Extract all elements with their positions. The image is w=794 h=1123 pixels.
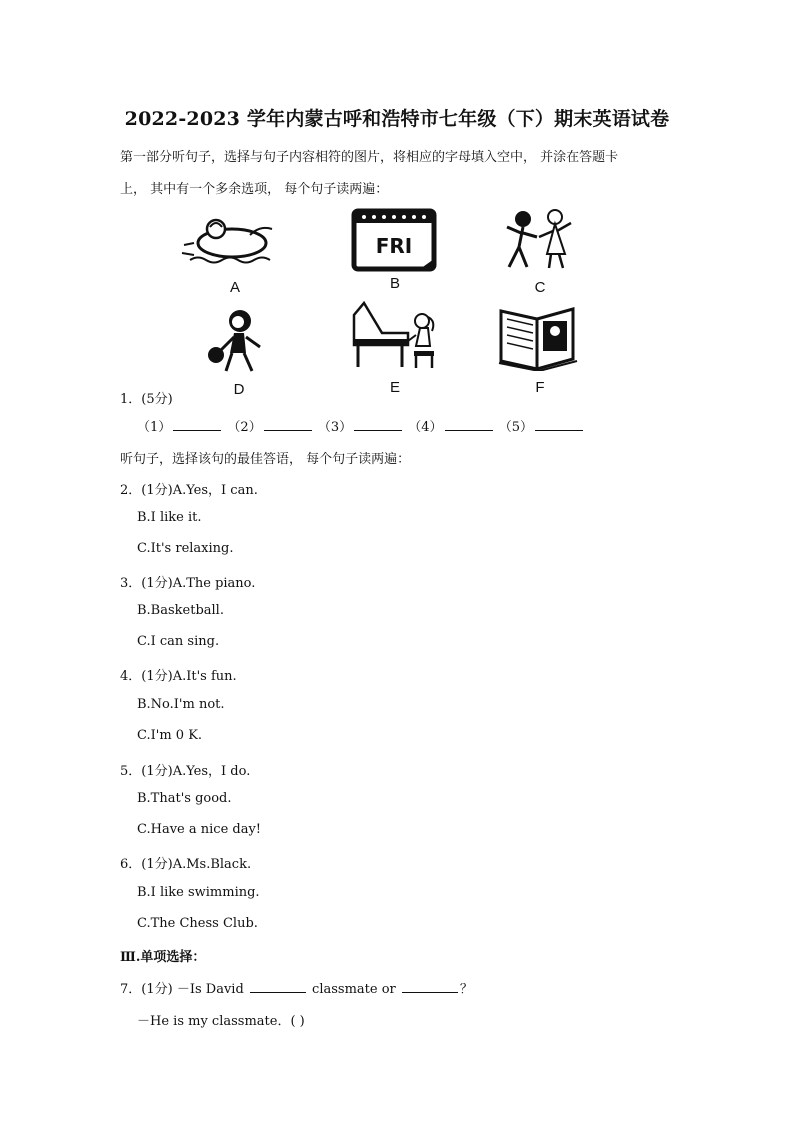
blank-5-label: （5） [498, 420, 533, 435]
q7-text-part2: classmate or [312, 982, 396, 997]
option-c[interactable]: C.I can sing. [137, 634, 220, 649]
question-number: 2．(1分) [120, 483, 173, 498]
section3-heading: Ⅲ.单项选择： [120, 950, 206, 965]
question-number: 6．(1分) [120, 857, 173, 872]
basketball-player-icon [190, 307, 300, 377]
option-c[interactable]: C.The Chess Club. [137, 916, 258, 931]
blank-4-label: （4） [408, 420, 443, 435]
question-1-number: 1．(5分) [120, 392, 173, 407]
option-a[interactable]: A.Ms.Black. [172, 857, 252, 872]
section1-instruction-line1: 第一部分听句子，选择与句子内容相符的图片，将相应的字母填入空中， 并涂在答题卡 [120, 150, 619, 165]
figure-f-label: F [535, 379, 545, 396]
option-b[interactable]: B.I like swimming. [137, 885, 260, 900]
question-3 [120, 572, 255, 591]
q7-blank-2[interactable] [402, 982, 458, 993]
option-c[interactable]: C.It's relaxing. [137, 541, 234, 556]
question-number: 5．(1分) [120, 764, 173, 779]
figure-a [180, 205, 290, 295]
option-b[interactable]: B.Basketball. [137, 603, 224, 618]
question-6 [120, 853, 251, 872]
calendar-day-text: FRI [375, 234, 413, 258]
blank-3-label: （3） [317, 420, 353, 435]
figure-d-label: D [233, 381, 245, 398]
blank-1-label: （1） [137, 420, 172, 435]
option-b[interactable]: B.No.I'm not. [137, 697, 225, 712]
question-number: 4．(1分) [120, 669, 173, 684]
question-7 [120, 978, 473, 997]
picture-options [180, 205, 600, 400]
piano-player-icon [340, 301, 450, 371]
option-a[interactable]: A.Yes，I do. [172, 764, 251, 779]
option-b[interactable]: B.That's good. [137, 791, 232, 806]
swimming-icon [180, 205, 290, 275]
question-2 [120, 479, 258, 498]
option-a[interactable]: A.It's fun. [172, 669, 237, 684]
book-icon [485, 301, 595, 371]
section1-instruction-line2: 上， 其中有一个多余选项， 每个句子读两遍： [120, 182, 389, 197]
question-5 [120, 760, 250, 779]
figure-e-label: E [389, 379, 400, 396]
page-title: 2022-2023 学年内蒙古呼和浩特市七年级（下）期末英语试卷 [124, 108, 670, 130]
q7-blank-1[interactable] [250, 982, 306, 993]
q7-text-part3: ？ [459, 982, 473, 997]
option-b[interactable]: B.I like it. [137, 510, 202, 525]
blank-3[interactable] [354, 420, 402, 431]
option-a[interactable]: A.The piano. [172, 576, 256, 591]
calendar-friday-icon [340, 205, 450, 275]
question-number: 7．(1分) [120, 982, 173, 997]
dancing-icon [485, 205, 595, 275]
figure-f [485, 301, 595, 396]
q7-answer-line: －He is my classmate．( ) [137, 1014, 305, 1029]
section2-instruction: 听句子，选择该句的最佳答语， 每个句子读两遍： [120, 452, 411, 467]
blank-1[interactable] [173, 420, 221, 431]
figure-c-label: C [534, 279, 546, 296]
option-c[interactable]: C.Have a nice day! [137, 822, 262, 837]
blank-5[interactable] [535, 420, 583, 431]
figure-b [340, 205, 450, 295]
q7-text-part1: －Is David [176, 982, 244, 997]
question-1-blanks [137, 416, 585, 435]
blank-4[interactable] [445, 420, 493, 431]
figure-a-label: A [229, 279, 240, 296]
figure-b-label: B [389, 275, 400, 292]
figure-e [340, 301, 450, 396]
blank-2[interactable] [264, 420, 312, 431]
option-a[interactable]: A.Yes，I can. [172, 483, 258, 498]
question-number: 3．(1分) [120, 576, 173, 591]
question-4 [120, 665, 237, 684]
figure-d [190, 307, 300, 397]
option-c[interactable]: C.I'm 0 K. [137, 728, 203, 743]
figure-c [485, 205, 595, 295]
blank-2-label: （2） [227, 420, 262, 435]
